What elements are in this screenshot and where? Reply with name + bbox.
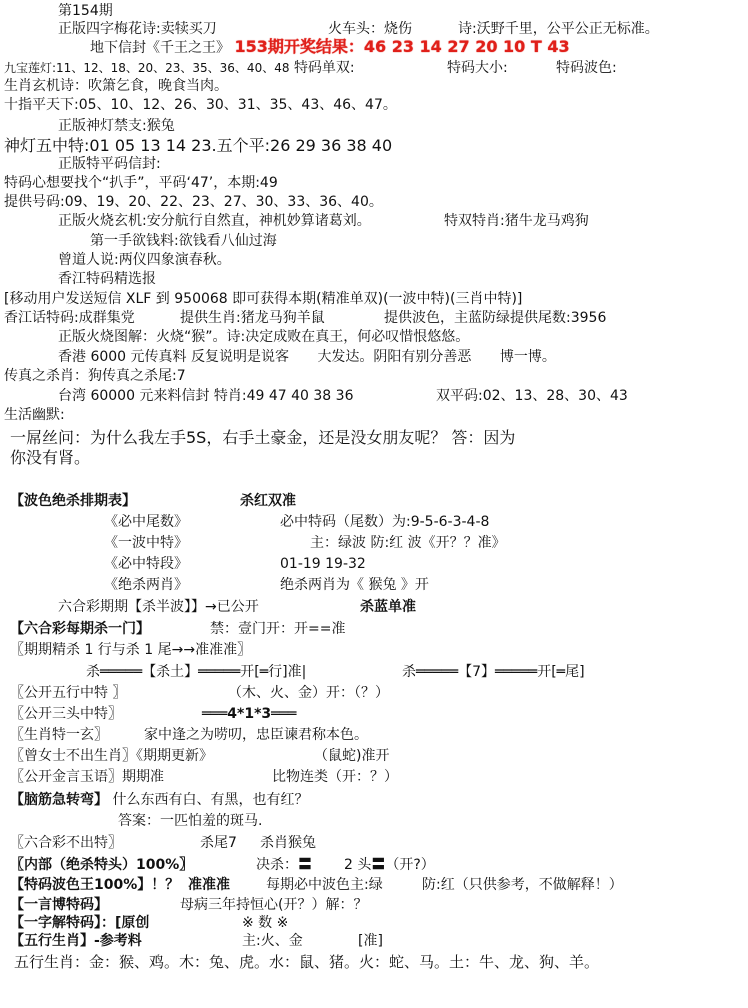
five-zodiac-label: 【五行生肖】-参考料	[10, 933, 142, 949]
no-special-label: 〖六合彩不出特〗	[10, 835, 122, 851]
golden-words-label: 〖公开金言玉语〗期期准	[10, 769, 164, 785]
inner-kill-b: 2 头〓（开?）	[344, 857, 435, 873]
zodiac-mystery-label: 〖生肖特一玄〗	[10, 727, 108, 743]
one-wave-row	[104, 534, 506, 552]
ten-fingers: 十指平天下:05、10、12、26、30、31、35、43、46、47。	[4, 97, 397, 113]
train-head: 火车头：烧伤	[328, 21, 412, 37]
hk-fax: 香港 6000 元传真料 反复说明是说客	[58, 349, 289, 365]
kill-zodiac: 杀肖猴兔	[260, 835, 316, 851]
must-segment-label: 《必中特段》	[104, 556, 188, 572]
one-wave-value: 主：绿波 防:红 波《开？？准》	[310, 535, 506, 551]
must-segment-row	[104, 555, 366, 573]
one-char-row	[10, 914, 289, 932]
last-draw-result: 153期开奖结果：46 23 14 27 20 10 T 43	[234, 37, 570, 56]
lotus-lamp-line	[4, 59, 617, 77]
flat-code-envelope: 正版特平码信封:	[58, 156, 161, 172]
special-odd-even: 特码单双:	[293, 60, 355, 76]
kill-red: 杀红双准	[240, 493, 296, 509]
fire-mystery: 正版火烧玄机:安分航行自然直，神机妙算诸葛刘。	[58, 213, 371, 229]
five-zodiac-row	[10, 932, 383, 950]
ms-zeng-row	[10, 747, 390, 765]
half-wave-label: 六合彩期期【杀半波】】→已公开	[58, 599, 259, 615]
color-king-row	[10, 876, 623, 894]
zodiac-mystery-row	[10, 726, 368, 744]
first-hand-material: 第一手欲钱料:欲钱看八仙过海	[90, 233, 277, 249]
three-head-value: ═══4*1*3═══	[202, 706, 297, 722]
one-char-value: ※ 数 ※	[242, 915, 289, 931]
three-head-row	[10, 705, 297, 723]
taiwan-special: 台湾 60000 元来料信封 特肖:49 47 40 38 36	[58, 388, 354, 404]
kill-tail-7: 杀尾7	[200, 835, 237, 851]
taiwan-line	[58, 387, 628, 405]
kill-blue: 杀蓝单准	[360, 599, 416, 615]
one-word-row	[10, 896, 368, 914]
envelope-line	[90, 38, 570, 57]
golden-words-value: 比物连类（开：？）	[272, 769, 398, 785]
zeng-says: 曾道人说:两仪四象演春秋。	[58, 252, 231, 268]
half-wave-row	[58, 598, 416, 616]
color-king-guard: 防:红（只供参考，不做解释！）	[422, 877, 623, 893]
envelope-title: 地下信封《千王之王》	[90, 40, 230, 56]
must-tail-row	[104, 513, 490, 531]
poem-text: 诗:沃野千里，公平公正无标准。	[458, 21, 659, 37]
color-kill-row	[10, 492, 296, 510]
joke-line-1: 一屌丝问：为什么我左手5S，右手土豪金，还是没女朋友呢？ 答：因为	[10, 428, 516, 447]
one-wave-label: 《一波中特》	[104, 535, 188, 551]
special-double-zodiac: 特双特肖:猪牛龙马鸡狗	[444, 213, 589, 229]
five-zodiac-sure: [准]	[358, 933, 383, 949]
humor-title: 生活幽默:	[4, 407, 65, 423]
plum-poem: 正版四字梅花诗:卖犊买刀	[58, 21, 217, 37]
special-size: 特码大小:	[447, 60, 508, 76]
kill-two-label: 《绝杀两肖》	[104, 577, 188, 593]
kill-door-label: 【六合彩每期杀一门】	[10, 621, 150, 637]
lotus-lamp: 九宝莲灯:11、12、18、20、23、35、36、40、48	[4, 61, 290, 75]
hongkong-report: 香江特码精选报	[58, 271, 156, 287]
five-element-value: （木、火、金）开：（？）	[228, 685, 389, 701]
god-lamp-five: 神灯五中特:01 05 13 14 23.五个平:26 29 36 38 40	[4, 136, 393, 155]
inner-kill-a: 决杀：〓	[256, 857, 312, 873]
fire-mystery-line	[58, 212, 589, 230]
fax-kill: 传真之杀肖：狗传真之杀尾:7	[4, 368, 186, 384]
kill-earth: 杀═════【杀土】═════开[═行]准|	[86, 664, 307, 680]
three-head-label: 〖公开三头中特〗	[10, 706, 122, 722]
hongkong-talk-line	[4, 309, 607, 327]
riddle-row	[10, 791, 308, 809]
inner-kill-label: 〖内部（绝杀特头）100%〗	[10, 857, 194, 873]
must-tail-label: 《必中尾数》	[104, 514, 188, 530]
hongkong-talk: 香江话特码:成群集党	[4, 310, 135, 326]
color-king-main: 每期必中波色主:绿	[266, 877, 383, 893]
kill-door-value: 禁：壹门开：开==准	[210, 621, 346, 637]
provided-color-tail: 提供波色，主蓝防绿提供尾数:3956	[384, 310, 607, 326]
golden-words-row	[10, 768, 398, 786]
zodiac-mystery-value: 家中逢之为唠叨，忠臣谏君称本色。	[144, 727, 368, 743]
riddle-question: 什么东西有白、有黑，也有红？	[112, 792, 309, 808]
hk-fax-b: 大发达。阴阳有别分善恶	[317, 349, 472, 365]
hk-fax-c: 博一博。	[499, 349, 556, 365]
one-word-value: 母病三年持恒心(开？）解：？	[180, 897, 368, 913]
god-lamp-ban: 正版神灯禁支:猴兔	[58, 118, 175, 134]
sms-notice: [移动用户发送短信 XLF 到 950068 即可获得本期(精准单双)(一波中特)(三肖中特)]	[4, 291, 523, 307]
plum-poem-line	[58, 20, 659, 38]
joke-line-2: 你没有肾。	[10, 448, 91, 467]
double-flat: 双平码:02、13、28、30、43	[436, 388, 628, 404]
inner-kill-row	[10, 856, 435, 874]
riddle-label: 【脑筋急转弯】	[10, 792, 108, 808]
kill-two-row	[104, 576, 429, 594]
riddle-answer: 答案：一匹怕羞的斑马.	[118, 813, 263, 829]
color-king-sure: 准准准	[188, 877, 230, 893]
no-special-row	[10, 834, 316, 852]
one-word-label: 【一言博特码】	[10, 897, 108, 913]
kill-door-row	[10, 620, 346, 638]
five-element-row	[10, 684, 389, 702]
special-color: 特码波色:	[556, 60, 617, 76]
kill-seven: 杀═════【7】═════开[═尾]	[402, 664, 585, 680]
kill-row-tail: 〖期期精杀 1 行与杀 1 尾→→准准准〗	[10, 642, 252, 658]
ms-zeng-value: （鼠蛇)准开	[314, 748, 390, 764]
five-zodiac-list: 五行生肖：金：猴、鸡。木：兔、虎。水：鼠、猪。火：蛇、马。土：牛、龙、狗、羊。	[14, 953, 600, 971]
must-segment-value: 01-19 19-32	[280, 556, 366, 572]
color-kill-title: 【波色绝杀排期表】	[10, 493, 136, 509]
fire-diagram: 正版火烧图解：火烧“猴”。诗:决定成败在真王，何必叹惜恨悠悠。	[58, 329, 470, 345]
color-king-label: 【特码波色王100%】！？	[10, 877, 180, 893]
zodiac-poem: 生肖玄机诗：吹箫乞食，晚食当肉。	[4, 78, 228, 94]
kill-earth-row	[86, 663, 585, 681]
provided-numbers: 提供号码:09、19、20、22、23、27、30、33、36、40。	[4, 194, 383, 210]
kill-two-value: 绝杀两肖为《 猴兔 》开	[280, 577, 429, 593]
five-zodiac-main: 主:火、金	[242, 933, 303, 949]
five-element-label: 〖公开五行中特 〗	[10, 685, 127, 701]
must-tail-value: 必中特码（尾数）为:9-5-6-3-4-8	[280, 514, 490, 530]
issue-number: 第154期	[58, 3, 113, 19]
pickpocket-line: 特码心想要找个“扒手”，平码‘47’，本期:49	[4, 175, 278, 191]
provided-zodiac: 提供生肖:猪龙马狗羊鼠	[180, 310, 325, 326]
ms-zeng-label: 〖曾女士不出生肖〗《期期更新》	[10, 748, 213, 764]
one-char-label: 【一字解特码】：[原创	[10, 915, 150, 931]
hk-fax-line	[58, 348, 556, 366]
